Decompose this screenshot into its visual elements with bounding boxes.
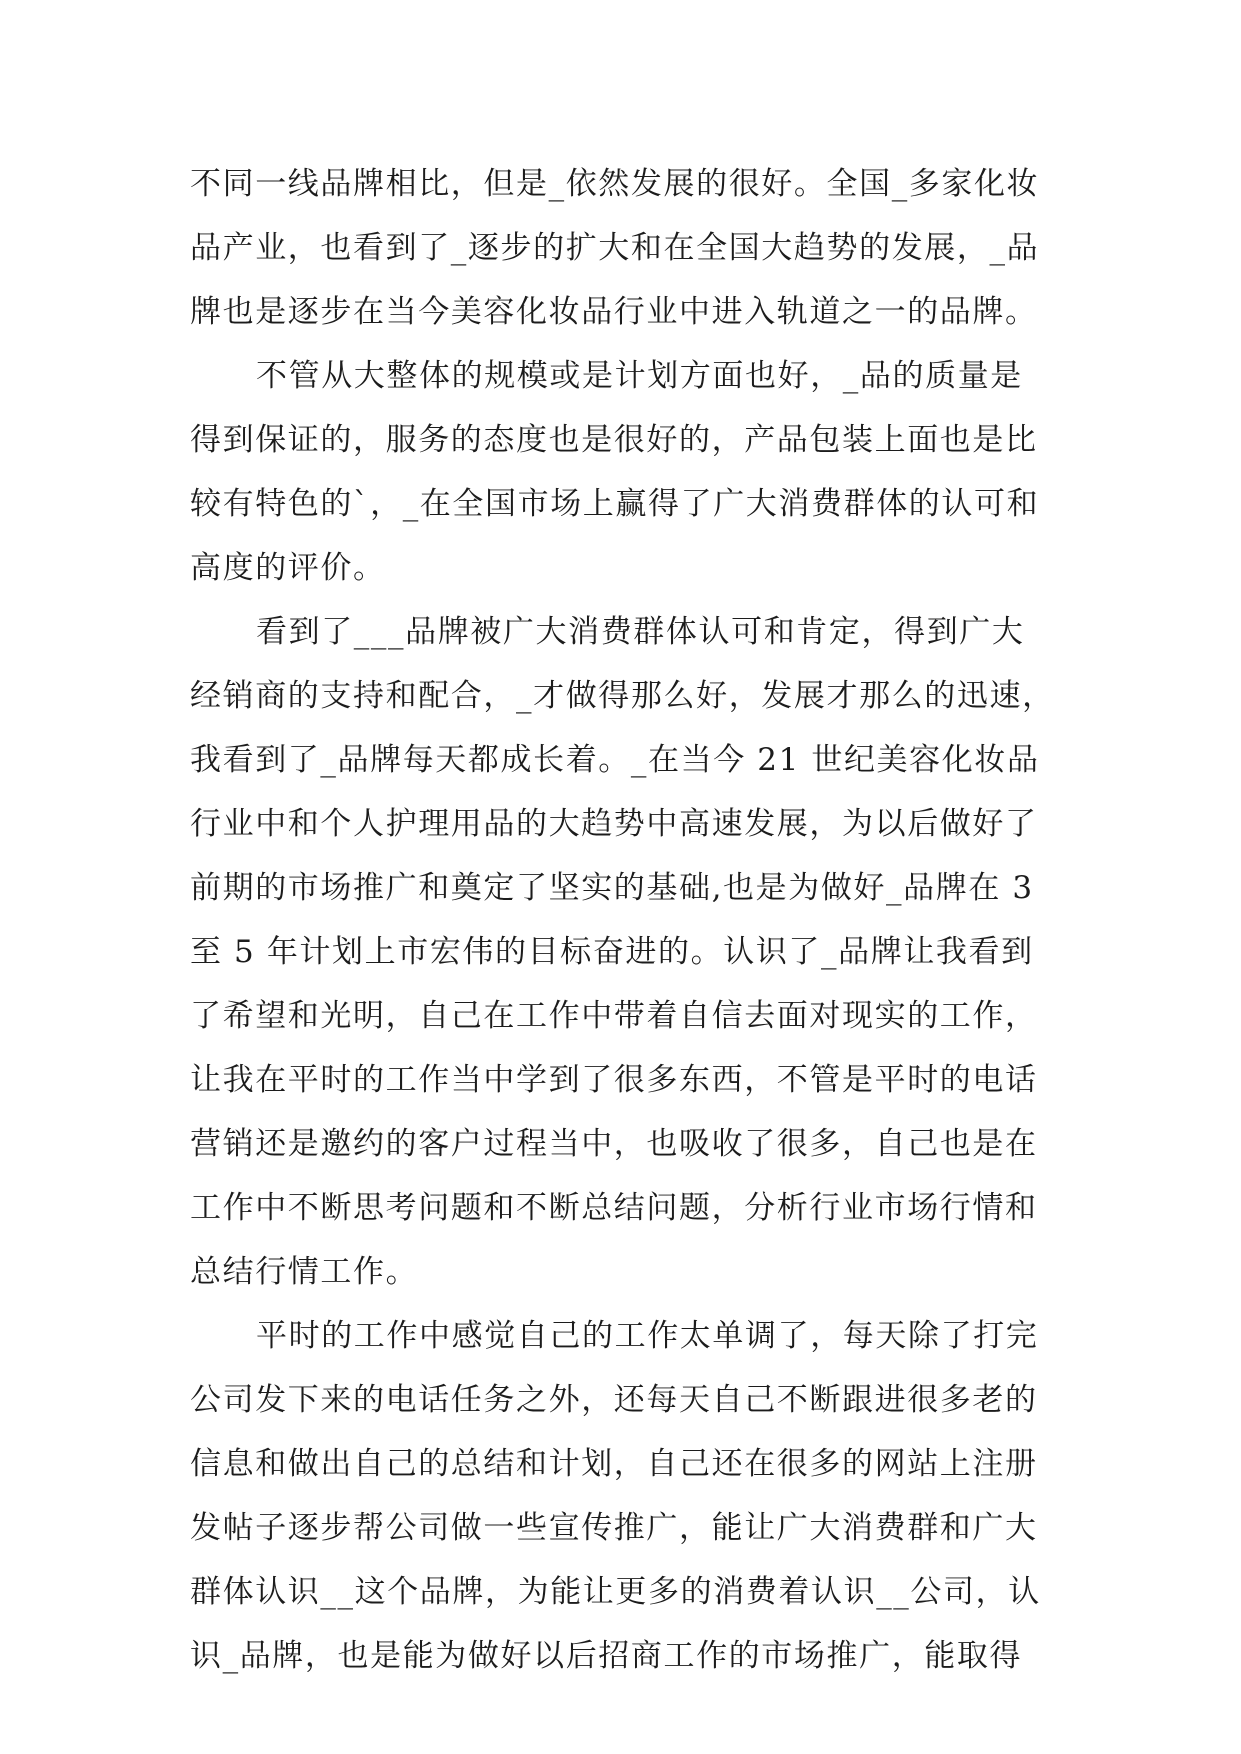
text-line: 识_品牌，也是能为做好以后招商工作的市场推广，能取得 — [190, 1638, 1023, 1674]
text-line: 发帖子逐步帮公司做一些宣传推广，能让广大消费群和广大 — [190, 1510, 1038, 1546]
text-line: 让我在平时的工作当中学到了很多东西，不管是平时的电话 — [190, 1062, 1038, 1098]
text-line: 不同一线品牌相比，但是_依然发展的很好。全国_多家化妆 — [190, 166, 1040, 202]
text-line: 信息和做出自己的总结和计划，自己还在很多的网站上注册 — [190, 1446, 1038, 1482]
paragraph-first-line: 看到了___品牌被广大消费群体认可和肯定，得到广大 — [256, 614, 1025, 650]
text-line: 高度的评价。 — [190, 550, 386, 586]
text-line: 前期的市场推广和奠定了坚实的基础,也是为做好_品牌在 3 — [190, 870, 1034, 906]
document-body — [190, 152, 1055, 1688]
text-line: 经销商的支持和配合，_才做得那么好，发展才那么的迅速， — [190, 678, 1055, 714]
text-line: 较有特色的`，_在全国市场上赢得了广大消费群体的认可和 — [190, 486, 1040, 522]
text-line: 总结行情工作。 — [190, 1254, 419, 1290]
text-line: 品产业，也看到了_逐步的扩大和在全国大趋势的发展，_品 — [190, 230, 1040, 266]
text-line: 得到保证的，服务的态度也是很好的，产品包装上面也是比 — [190, 422, 1038, 458]
text-line: 工作中不断思考问题和不断总结问题，分析行业市场行情和 — [190, 1190, 1038, 1226]
text-line: 行业中和个人护理用品的大趋势中高速发展，为以后做好了 — [190, 806, 1038, 842]
text-line: 了希望和光明，自己在工作中带着自信去面对现实的工作， — [190, 998, 1038, 1034]
text-line: 营销还是邀约的客户过程当中，也吸收了很多，自己也是在 — [190, 1126, 1038, 1162]
paragraph-first-line: 不管从大整体的规模或是计划方面也好，_品的质量是 — [256, 358, 1023, 394]
text-line: 群体认识__这个品牌，为能让更多的消费着认识__公司，认 — [190, 1574, 1041, 1610]
text-line: 牌也是逐步在当今美容化妆品行业中进入轨道之一的品牌。 — [190, 294, 1038, 330]
text-line: 我看到了_品牌每天都成长着。_在当今 21 世纪美容化妆品 — [190, 742, 1040, 778]
paragraph-first-line: 平时的工作中感觉自己的工作太单调了，每天除了打完 — [256, 1318, 1039, 1354]
text-line: 至 5 年计划上市宏伟的目标奋进的。认识了_品牌让我看到 — [190, 934, 1034, 970]
text-line: 公司发下来的电话任务之外，还每天自己不断跟进很多老的 — [190, 1382, 1038, 1418]
